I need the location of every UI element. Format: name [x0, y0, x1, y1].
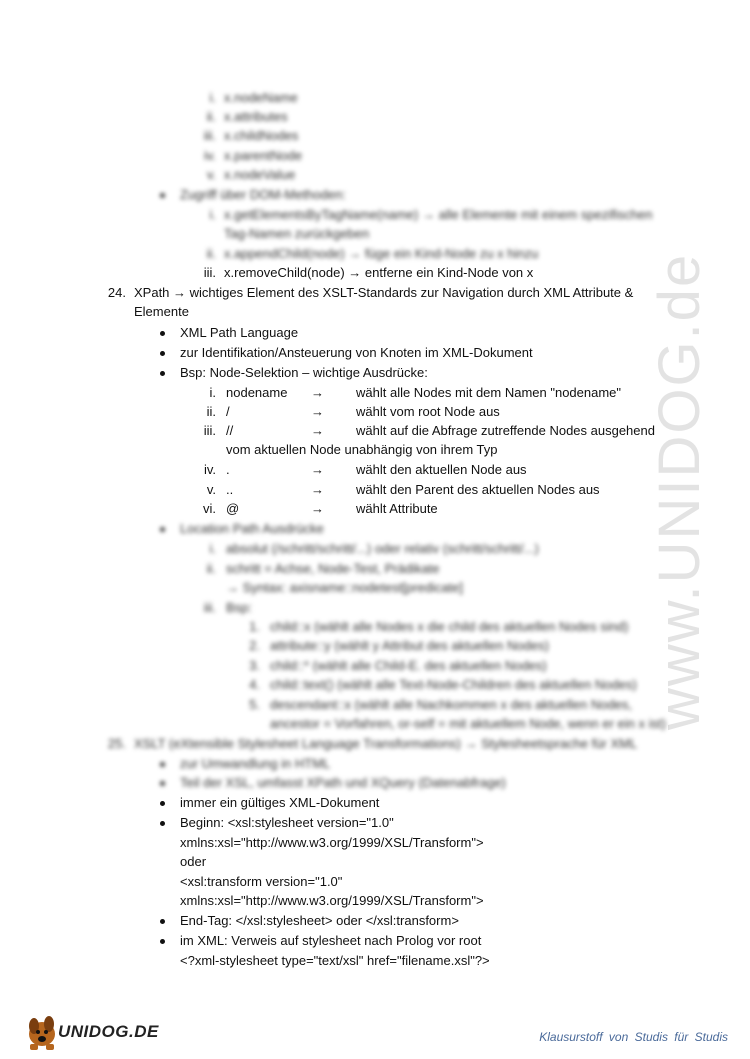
bullet-dot: [160, 939, 165, 944]
list-item: absolut (/schritt/schritt/...) oder relativ (schritt/schritt/...): [226, 541, 539, 556]
xpath-expression: ..: [226, 482, 234, 497]
list-number: 3.: [249, 658, 260, 673]
bullet-text: Teil der XSL, umfasst XPath und XQuery (Datenabfrage): [180, 775, 506, 790]
bullet-dot: [160, 331, 165, 336]
bullet-dot: [160, 919, 165, 924]
list-number: iv.: [203, 148, 216, 163]
list-item: x.nodeName: [224, 90, 298, 105]
list-number: ii.: [206, 246, 216, 261]
list-item: child::* (wählt alle Child-E. des aktuellen Nodes): [270, 658, 547, 673]
xpath-expression: /: [226, 404, 230, 419]
bullet-dot: [160, 781, 165, 786]
bullet-text-continuation: <xsl:transform version="1.0": [180, 874, 343, 889]
list-item: Zugriff über DOM-Methoden:: [180, 187, 346, 202]
bullet-dot: [160, 527, 165, 532]
xpath-expression: .: [226, 462, 230, 477]
expression-description: wählt vom root Node aus: [356, 404, 500, 419]
bullet-dot: [160, 351, 165, 356]
list-item: schritt = Achse, Node-Test, Prädikate: [226, 561, 440, 576]
watermark: www.UNIDOG.de: [647, 252, 712, 730]
expression-description: wählt alle Nodes mit dem Namen "nodename": [356, 385, 622, 400]
bullet-dot: [160, 371, 165, 376]
bullet-text-continuation: xmlns:xsl="http://www.w3.org/1999/XSL/Transform">: [180, 835, 484, 850]
list-item: descendant::x (wählt alle Nachkommen x des aktuellen Nodes,: [270, 697, 633, 712]
list-number: i.: [209, 207, 216, 222]
xpath-expression: //: [226, 423, 234, 438]
section-title: XPath → wichtiges Element des XSLT-Standards zur Navigation durch XML Attribute &: [134, 285, 634, 300]
list-number: ii.: [206, 109, 216, 124]
list-number: iii.: [203, 600, 216, 615]
list-item: x.parentNode: [224, 148, 303, 163]
bullet-text: Beginn: <xsl:stylesheet version="1.0": [180, 815, 394, 830]
list-number: iii.: [203, 265, 216, 280]
list-item: Bsp:: [226, 600, 253, 615]
list-number: ii.: [206, 561, 216, 576]
bullet-dot: [160, 762, 165, 767]
bullet-text-continuation: <?xml-stylesheet type="text/xsl" href="filename.xsl"?>: [180, 953, 490, 968]
list-number: i.: [209, 385, 216, 400]
arrow-icon: →: [311, 404, 324, 419]
bullet-text: im XML: Verweis auf stylesheet nach Prolog vor root: [180, 933, 482, 948]
list-number: v.: [206, 167, 216, 182]
list-item: child::x (wählt alle Nodes x die child des aktuellen Nodes sind): [270, 619, 629, 634]
list-number: iv.: [203, 462, 216, 477]
logo-text: UNIDOG.DE: [58, 1022, 159, 1041]
bullet-text-continuation: oder: [180, 854, 207, 869]
bullet-dot: [160, 193, 165, 198]
section-title-continuation: Elemente: [134, 304, 189, 319]
list-item: x.getElementsByTagName(name) → alle Elemente mit einem spezifischen: [224, 207, 653, 222]
list-number: 1.: [249, 619, 260, 634]
list-item-continuation: Tag-Namen zurückgeben: [224, 226, 370, 241]
bullet-dot: [160, 801, 165, 806]
list-number: i.: [209, 90, 216, 105]
list-number: vi.: [203, 501, 216, 516]
section-title: XSLT (eXtensible Stylesheet Language Transformations) → Stylesheetsprache für XML: [134, 736, 638, 751]
arrow-icon: →: [311, 385, 324, 400]
list-number: v.: [206, 482, 216, 497]
arrow-icon: →: [311, 462, 324, 477]
arrow-icon: →: [311, 482, 324, 497]
list-number: 4.: [249, 677, 260, 692]
arrow-icon: →: [311, 423, 324, 438]
list-number: iii.: [203, 423, 216, 438]
expression-description: wählt den aktuellen Node aus: [356, 462, 527, 477]
expression-description: wählt den Parent des aktuellen Nodes aus: [356, 482, 600, 497]
xpath-expression: nodename: [226, 385, 288, 400]
list-item-continuation: ancestor = Vorfahren, or-self = mit aktuellem Node, wenn er ein x ist): [270, 716, 666, 731]
bullet-text: zur Identifikation/Ansteuerung von Knoten im XML-Dokument: [180, 345, 533, 360]
list-item: x.nodeValue: [224, 167, 296, 182]
list-item: x.attributes: [224, 109, 288, 124]
list-item: attribute::y (wählt y Attribut des aktuellen Nodes): [270, 638, 549, 653]
list-item: x.removeChild(node) → entferne ein Kind-Node von x: [224, 265, 534, 280]
expression-description-continuation: vom aktuellen Node unabhängig von ihrem Typ: [226, 442, 498, 457]
bullet-dot: [160, 821, 165, 826]
footer-tagline: Klausurstoff von Studis für Studis: [539, 1030, 728, 1044]
list-number: 2.: [249, 638, 260, 653]
section-number: 25.: [107, 736, 126, 751]
bullet-text: Location Path Ausdrücke: [180, 521, 324, 536]
list-item: child::text() (wählt alle Text-Node-Children des aktuellen Nodes): [270, 677, 637, 692]
bullet-text: Bsp: Node-Selektion – wichtige Ausdrücke:: [180, 365, 428, 380]
list-item-continuation: → Syntax: axisname::nodetest[predicate]: [226, 580, 464, 595]
list-number: 5.: [249, 697, 260, 712]
list-number: i.: [209, 541, 216, 556]
arrow-icon: →: [311, 501, 324, 516]
bullet-text: zur Umwandlung in HTML: [180, 756, 331, 771]
bullet-text: XML Path Language: [180, 325, 299, 340]
xpath-expression: @: [226, 501, 240, 516]
list-item: x.appendChild(node) → füge ein Kind-Node zu x hinzu: [224, 246, 539, 261]
section-number: 24.: [107, 285, 126, 300]
expression-description: wählt Attribute: [356, 501, 438, 516]
bullet-text-continuation: xmlns:xsl="http://www.w3.org/1999/XSL/Transform">: [180, 893, 484, 908]
list-number: iii.: [203, 128, 216, 143]
list-number: ii.: [206, 404, 216, 419]
list-item: x.childNodes: [224, 128, 299, 143]
expression-description: wählt auf die Abfrage zutreffende Nodes ausgehend: [356, 423, 655, 438]
bullet-text: immer ein gültiges XML-Dokument: [180, 795, 380, 810]
bullet-text: End-Tag: </xsl:stylesheet> oder </xsl:transform>: [180, 913, 459, 928]
